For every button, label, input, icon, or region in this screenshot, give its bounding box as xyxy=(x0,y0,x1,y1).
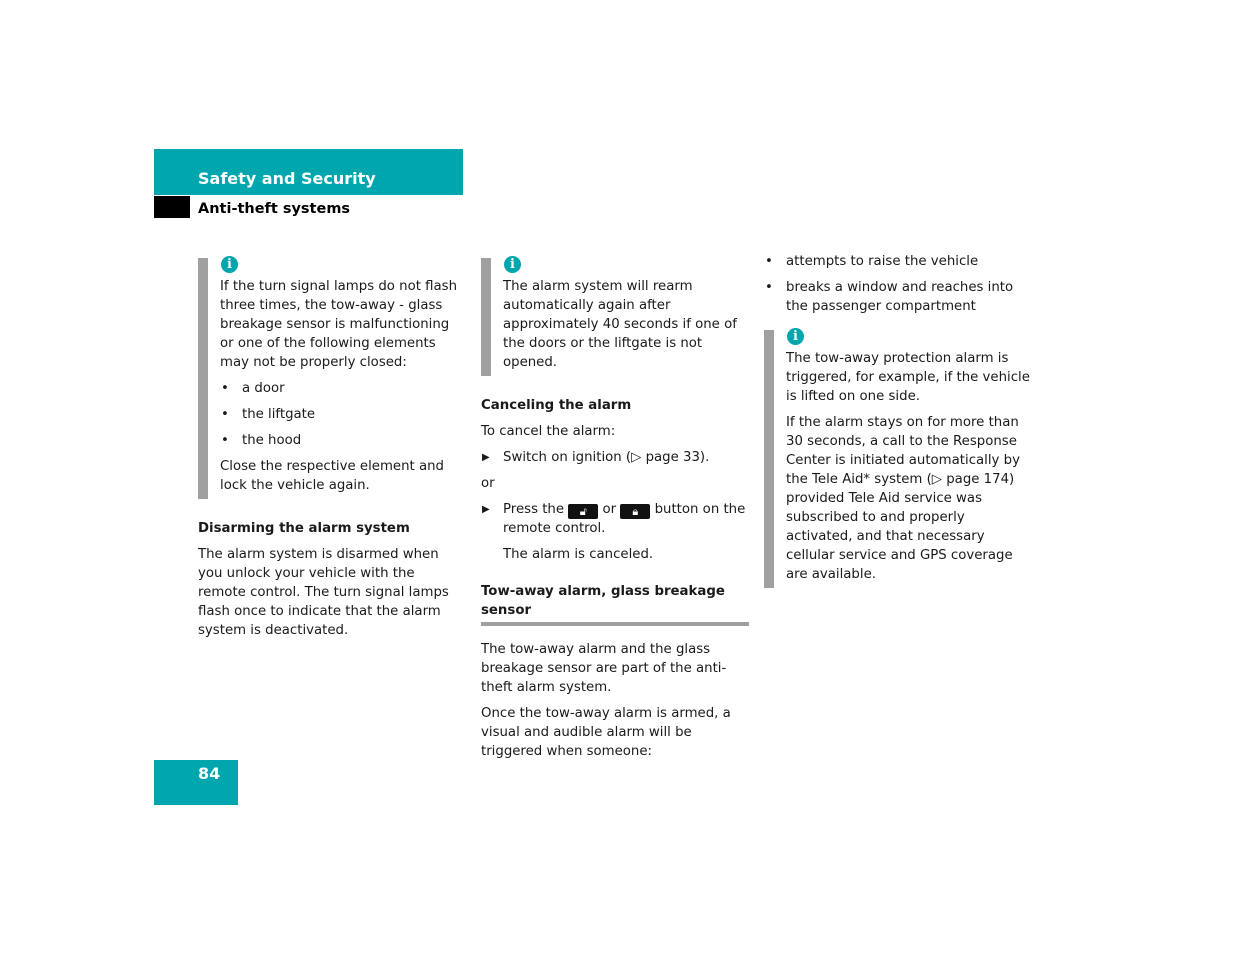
page-number: 84 xyxy=(198,764,221,783)
cancel-heading: Canceling the alarm xyxy=(481,398,632,413)
note-text: If the turn signal lamps do not flash three times, the tow-away - glass breakage sensor is malfunctioning or one of the following elements may not be properly closed: xyxy=(220,279,458,370)
step-list xyxy=(481,500,749,538)
column-1 xyxy=(198,255,466,647)
list-item: • the hood xyxy=(220,431,466,450)
info-icon: i xyxy=(787,328,804,345)
lock-key-icon: 🔒︎ xyxy=(620,504,650,519)
unlock-key-icon: 🔓︎ xyxy=(568,504,598,519)
note-bar xyxy=(198,258,208,499)
canceled-text: The alarm is canceled. xyxy=(503,547,654,562)
disarm-heading: Disarming the alarm system xyxy=(198,521,410,536)
column-2 xyxy=(481,255,749,768)
page-number-box xyxy=(154,760,238,805)
note-bar xyxy=(481,258,491,376)
cancel-intro: To cancel the alarm: xyxy=(481,424,616,439)
column-3 xyxy=(764,252,1032,588)
list-item: • attempts to raise the vehicle xyxy=(764,252,1032,271)
step-text: button on the remote control. xyxy=(503,502,746,536)
step-list xyxy=(481,448,749,467)
towaway-text: The tow-away alarm and the glass breakage sensor are part of the anti-theft alarm system. xyxy=(481,642,727,695)
subsection-marker xyxy=(154,196,190,218)
note-closing: Close the respective element and lock the vehicle again. xyxy=(220,459,444,493)
section-title: Safety and Security xyxy=(198,169,376,188)
info-note xyxy=(764,328,1032,588)
info-note xyxy=(198,256,466,499)
heading-rule xyxy=(481,622,749,626)
towaway-heading: Tow-away alarm, glass breakage sensor xyxy=(481,584,725,618)
step-text: Press the xyxy=(503,502,565,517)
or-text: or xyxy=(481,476,495,491)
info-icon: i xyxy=(504,256,521,273)
trigger-list xyxy=(764,252,1032,316)
step-item xyxy=(481,500,749,538)
step-item: ▶ Switch on ignition (▷ page 33). xyxy=(481,448,749,467)
note-text: The alarm system will rearm automatically again after approximately 40 seconds if one of the doors or the liftgate is not opened. xyxy=(503,279,737,370)
note-text: The tow-away protection alarm is triggered, for example, if the vehicle is lifted on one side. xyxy=(786,351,1030,404)
list-item: • breaks a window and reaches into the passenger compartment xyxy=(764,278,1032,316)
element-list xyxy=(220,379,466,450)
subsection-title: Anti-theft systems xyxy=(198,201,351,217)
disarm-text: The alarm system is disarmed when you unlock your vehicle with the remote control. The turn signal lamps flash once to indicate that the alarm system is deactivated. xyxy=(198,547,449,638)
step-text: or xyxy=(602,502,617,517)
info-icon: i xyxy=(221,256,238,273)
note-text: If the alarm stays on for more than 30 seconds, a call to the Response Center is initiated automatically by the Tele Aid* system (▷ page 174) provided Tele Aid service was subscribed to and properly activated, and that necessary cellular service and GPS coverage are available. xyxy=(786,415,1020,582)
info-note xyxy=(481,256,749,376)
list-item: • a door xyxy=(220,379,466,398)
list-item: • the liftgate xyxy=(220,405,466,424)
note-bar xyxy=(764,330,774,588)
towaway-text: Once the tow-away alarm is armed, a visual and audible alarm will be triggered when someone: xyxy=(481,706,731,759)
